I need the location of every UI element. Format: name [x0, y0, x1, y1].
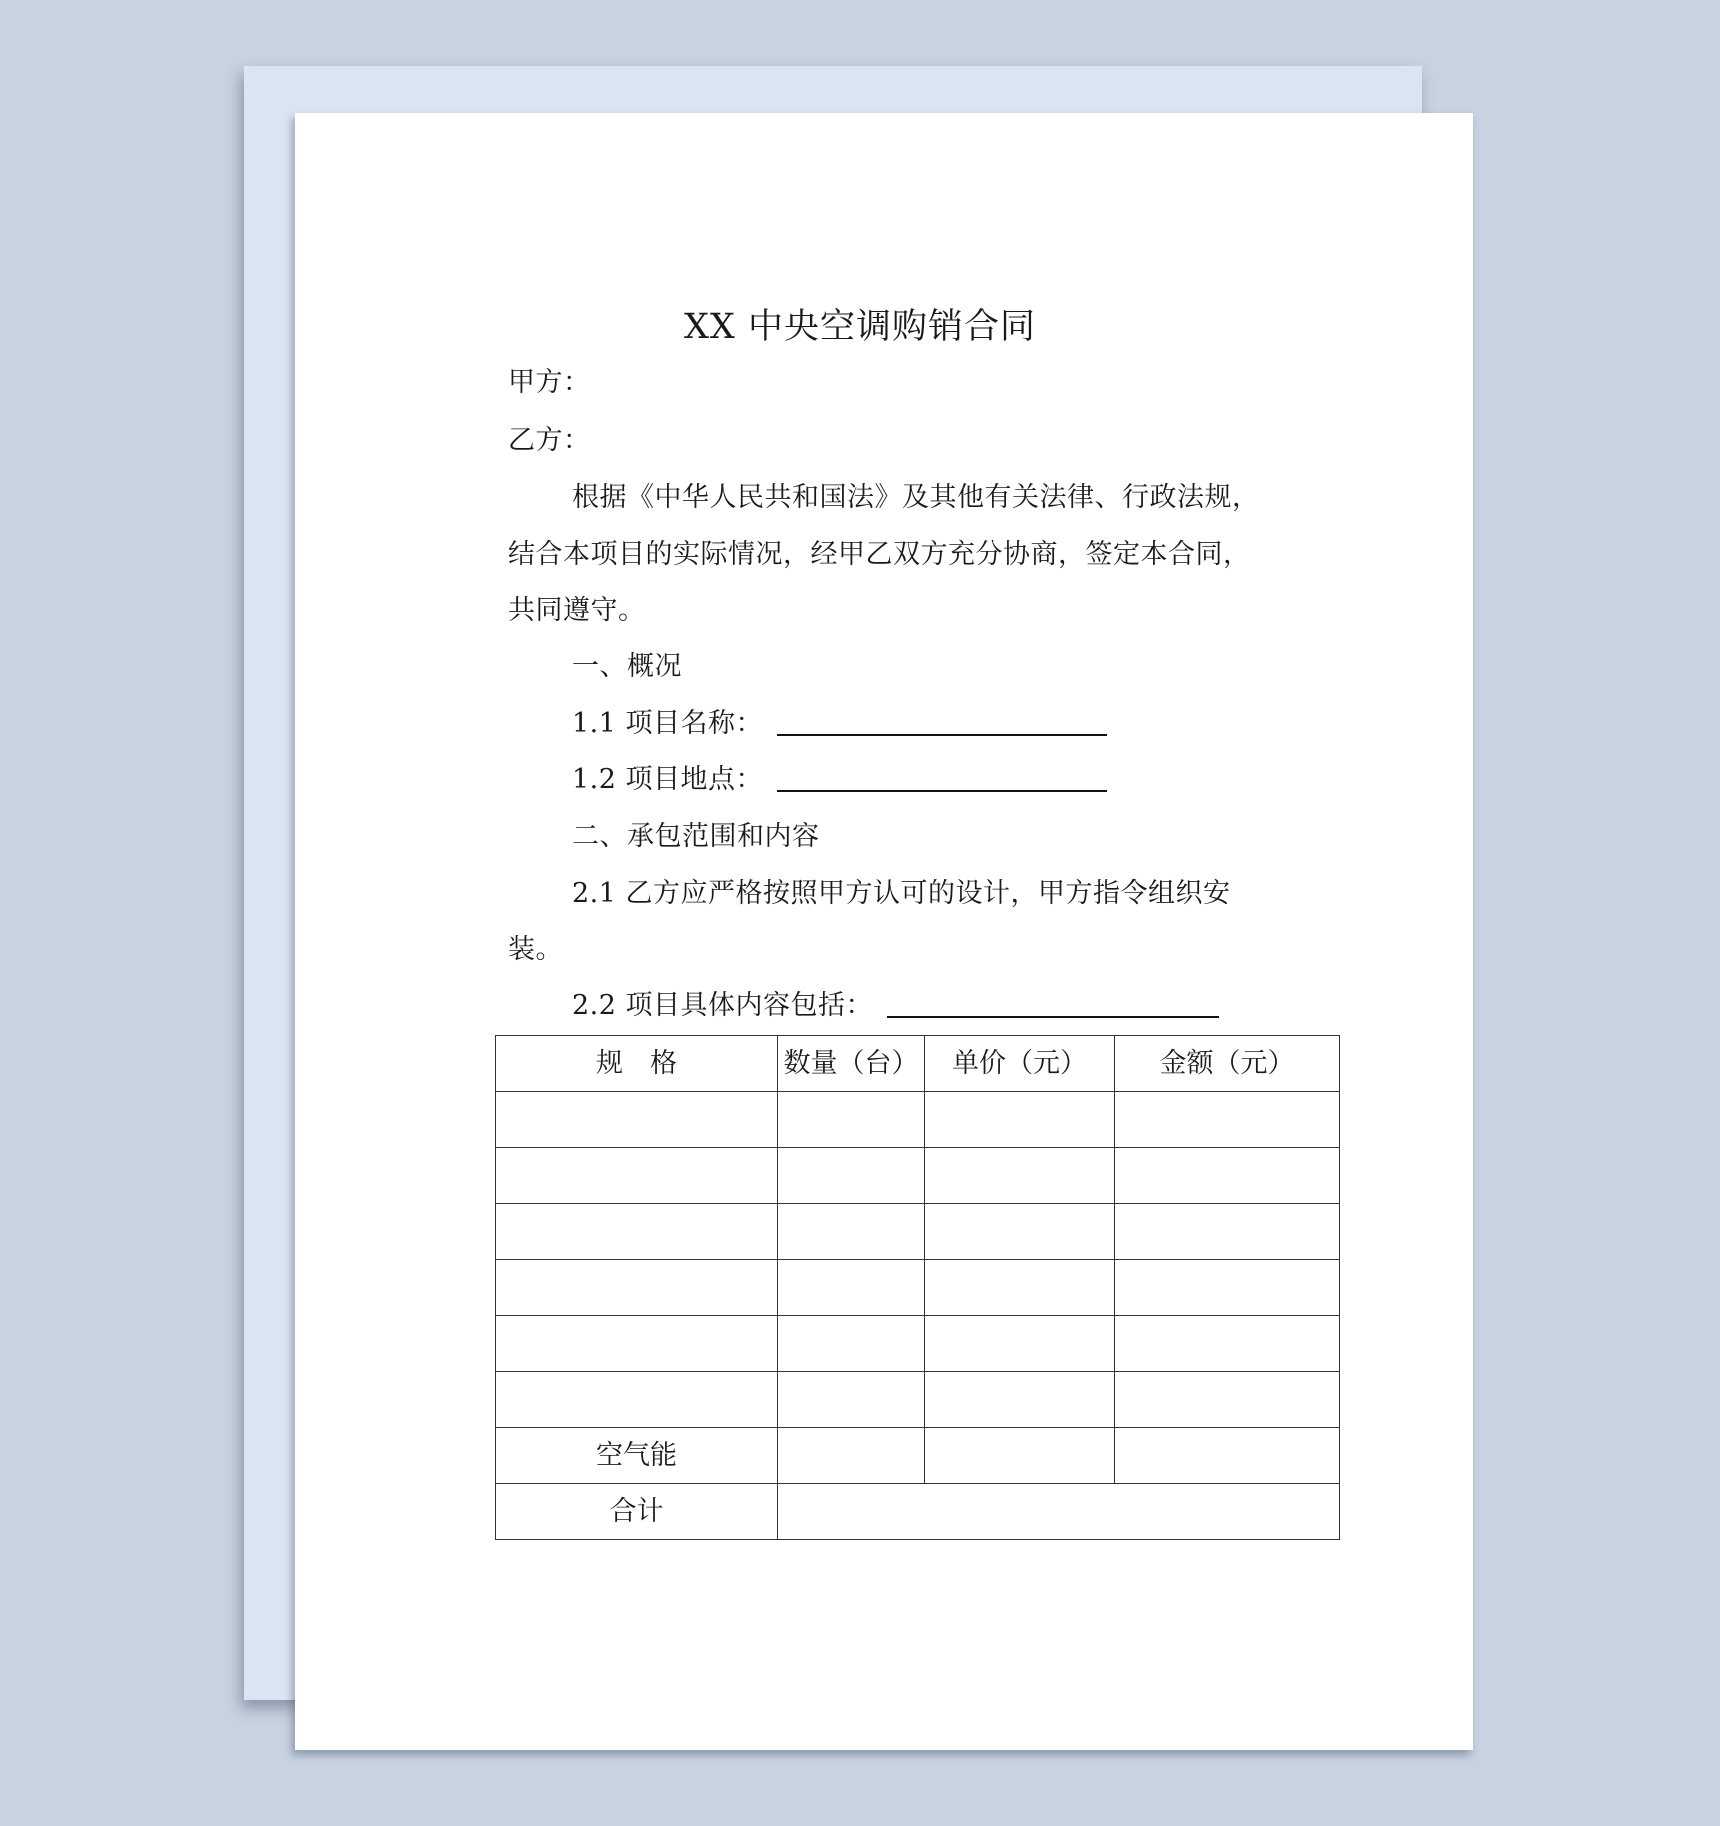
section-1-heading: 一、概况: [572, 651, 682, 682]
project-name-blank[interactable]: [777, 710, 1107, 736]
preamble-line-1: 根据《中华人民共和国法》及其他有关法律、行政法规，: [572, 482, 1260, 513]
section-2-heading: 二、承包范围和内容: [572, 821, 820, 852]
cell-quantity[interactable]: [778, 1372, 925, 1428]
cell-quantity[interactable]: [778, 1092, 925, 1148]
table-header-row: [496, 1036, 1340, 1092]
header-quantity: 数量（台）: [778, 1036, 925, 1092]
cell-amount[interactable]: [1115, 1428, 1340, 1484]
cell-unit-price[interactable]: [925, 1260, 1115, 1316]
project-content-blank[interactable]: [887, 992, 1219, 1018]
total-label: 合计: [496, 1484, 778, 1540]
cell-spec[interactable]: [496, 1148, 778, 1204]
cell-amount[interactable]: [1115, 1148, 1340, 1204]
item-2-2-label: 2.2 项目具体内容包括：: [572, 990, 874, 1021]
spec-table: [495, 1035, 1340, 1540]
cell-amount[interactable]: [1115, 1260, 1340, 1316]
item-1-1-label: 1.1 项目名称：: [572, 708, 764, 739]
table-row: [496, 1204, 1340, 1260]
cell-amount[interactable]: [1115, 1204, 1340, 1260]
table-row: [496, 1372, 1340, 1428]
preamble-line-2: 结合本项目的实际情况，经甲乙双方充分协商，签定本合同，: [508, 539, 1251, 570]
header-amount: 金额（元）: [1115, 1036, 1340, 1092]
table-row: [496, 1260, 1340, 1316]
item-2-1-line-1: 2.1 乙方应严格按照甲方认可的设计，甲方指令组织安: [572, 878, 1231, 909]
item-2-1-line-2: 装。: [508, 934, 563, 965]
cell-unit-price[interactable]: [925, 1148, 1115, 1204]
cell-spec[interactable]: [496, 1260, 778, 1316]
project-location-blank[interactable]: [777, 766, 1107, 792]
cell-quantity[interactable]: [778, 1204, 925, 1260]
cell-amount[interactable]: [1115, 1372, 1340, 1428]
cell-unit-price[interactable]: [925, 1092, 1115, 1148]
cell-spec[interactable]: [496, 1092, 778, 1148]
cell-quantity[interactable]: [778, 1428, 925, 1484]
header-unit-price: 单价（元）: [925, 1036, 1115, 1092]
cell-quantity[interactable]: [778, 1316, 925, 1372]
cell-spec[interactable]: [496, 1316, 778, 1372]
item-1-2: [572, 752, 1107, 808]
cell-amount[interactable]: [1115, 1316, 1340, 1372]
table-row: [496, 1092, 1340, 1148]
item-1-1: [572, 696, 1107, 752]
table-row-air-energy: [496, 1428, 1340, 1484]
cell-spec[interactable]: [496, 1204, 778, 1260]
cell-spec[interactable]: [496, 1372, 778, 1428]
cell-unit-price[interactable]: [925, 1204, 1115, 1260]
preamble-line-3: 共同遵守。: [508, 595, 646, 626]
item-1-2-label: 1.2 项目地点：: [572, 764, 764, 795]
cell-quantity[interactable]: [778, 1260, 925, 1316]
cell-quantity[interactable]: [778, 1148, 925, 1204]
header-spec: 规 格: [496, 1036, 778, 1092]
table-row: [496, 1316, 1340, 1372]
party-a-label: 甲方：: [508, 367, 591, 398]
total-value[interactable]: [778, 1484, 1340, 1540]
cell-unit-price[interactable]: [925, 1316, 1115, 1372]
cell-amount[interactable]: [1115, 1092, 1340, 1148]
item-2-2: [572, 978, 1219, 1034]
cell-unit-price[interactable]: [925, 1372, 1115, 1428]
cell-unit-price[interactable]: [925, 1428, 1115, 1484]
table-total-row: [496, 1484, 1340, 1540]
cell-spec[interactable]: 空气能: [496, 1428, 778, 1484]
document-title: XX 中央空调购销合同: [684, 307, 1036, 347]
table-row: [496, 1148, 1340, 1204]
party-b-label: 乙方：: [508, 425, 591, 456]
